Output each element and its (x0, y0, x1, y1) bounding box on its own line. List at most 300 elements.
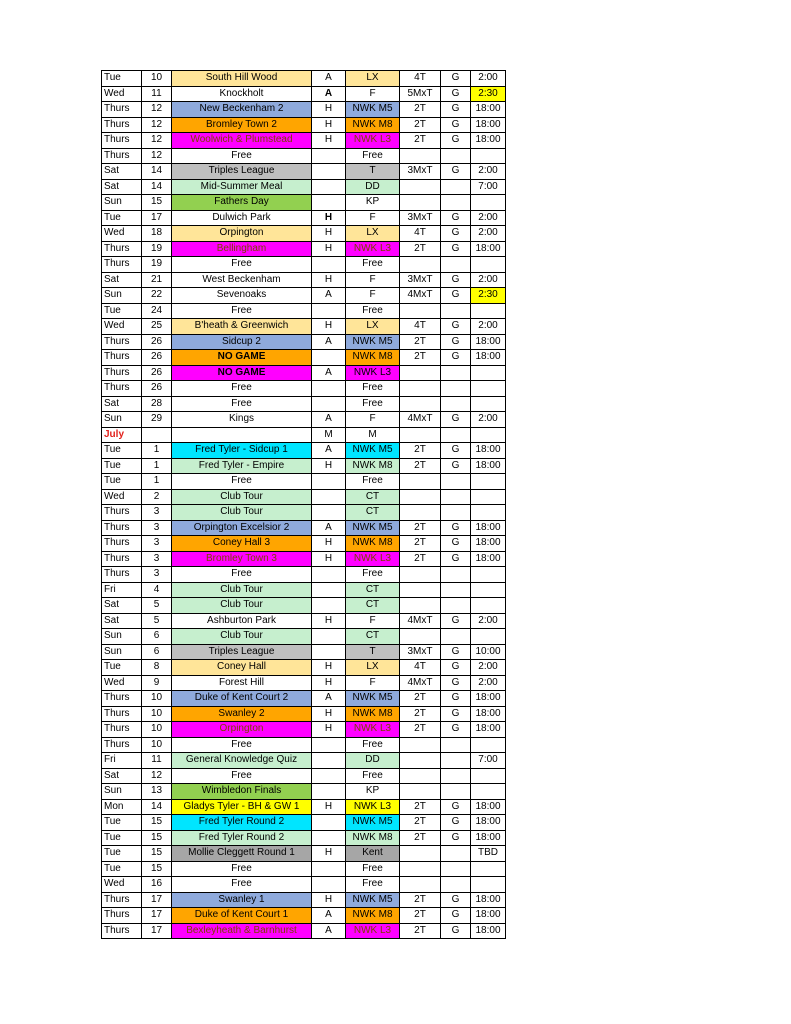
time-cell: 7:00 (471, 179, 506, 195)
team-format-cell: 2T (400, 892, 441, 908)
time-cell: 2:00 (471, 210, 506, 226)
table-row (102, 815, 506, 831)
home-away-cell: A (312, 365, 346, 381)
team-format-cell: 2T (400, 551, 441, 567)
match-type-cell: NWK M8 (346, 458, 400, 474)
green-cell: G (441, 288, 471, 304)
date-cell: 11 (142, 753, 172, 769)
table-row (102, 536, 506, 552)
date-cell: 12 (142, 102, 172, 118)
opponent-cell: New Beckenham 2 (172, 102, 312, 118)
match-type-cell: Free (346, 877, 400, 893)
day-cell: July (102, 427, 142, 443)
green-cell: G (441, 226, 471, 242)
table-row (102, 102, 506, 118)
home-away-cell: A (312, 691, 346, 707)
opponent-cell: Club Tour (172, 489, 312, 505)
time-cell: 18:00 (471, 350, 506, 366)
green-cell: G (441, 86, 471, 102)
green-cell: G (441, 644, 471, 660)
team-format-cell (400, 768, 441, 784)
green-cell (441, 784, 471, 800)
date-cell: 12 (142, 768, 172, 784)
date-cell: 5 (142, 613, 172, 629)
opponent-cell: Free (172, 381, 312, 397)
opponent-cell: Mid-Summer Meal (172, 179, 312, 195)
table-row (102, 582, 506, 598)
day-cell: Tue (102, 815, 142, 831)
home-away-cell (312, 815, 346, 831)
table-row (102, 644, 506, 660)
opponent-cell: Free (172, 877, 312, 893)
opponent-cell: West Beckenham (172, 272, 312, 288)
table-row (102, 567, 506, 583)
match-type-cell: NWK M8 (346, 908, 400, 924)
home-away-cell (312, 644, 346, 660)
team-format-cell: 2T (400, 117, 441, 133)
day-cell: Thurs (102, 350, 142, 366)
day-cell: Sat (102, 396, 142, 412)
home-away-cell: H (312, 272, 346, 288)
team-format-cell: 4T (400, 226, 441, 242)
date-cell: 26 (142, 350, 172, 366)
home-away-cell (312, 164, 346, 180)
match-type-cell: Free (346, 303, 400, 319)
home-away-cell: A (312, 86, 346, 102)
team-format-cell (400, 179, 441, 195)
opponent-cell: Free (172, 303, 312, 319)
time-cell: 2:00 (471, 613, 506, 629)
day-cell: Tue (102, 660, 142, 676)
team-format-cell: 2T (400, 520, 441, 536)
date-cell: 3 (142, 520, 172, 536)
date-cell: 16 (142, 877, 172, 893)
day-cell: Tue (102, 71, 142, 87)
green-cell (441, 629, 471, 645)
time-cell (471, 148, 506, 164)
day-cell: Tue (102, 303, 142, 319)
team-format-cell (400, 427, 441, 443)
table-row (102, 691, 506, 707)
table-row (102, 629, 506, 645)
match-type-cell: T (346, 164, 400, 180)
opponent-cell: Woolwich & Plumstead (172, 133, 312, 149)
day-cell: Thurs (102, 706, 142, 722)
table-row (102, 257, 506, 273)
opponent-cell: Sidcup 2 (172, 334, 312, 350)
date-cell: 1 (142, 458, 172, 474)
match-type-cell: CT (346, 489, 400, 505)
team-format-cell: 2T (400, 350, 441, 366)
match-type-cell: NWK M5 (346, 102, 400, 118)
day-cell: Thurs (102, 908, 142, 924)
green-cell (441, 753, 471, 769)
table-row (102, 613, 506, 629)
home-away-cell: A (312, 923, 346, 939)
time-cell: 18:00 (471, 551, 506, 567)
date-cell: 10 (142, 71, 172, 87)
time-cell: 18:00 (471, 892, 506, 908)
team-format-cell: 4T (400, 71, 441, 87)
home-away-cell (312, 784, 346, 800)
team-format-cell: 2T (400, 908, 441, 924)
match-type-cell: F (346, 675, 400, 691)
team-format-cell (400, 598, 441, 614)
home-away-cell: A (312, 412, 346, 428)
team-format-cell (400, 396, 441, 412)
green-cell: G (441, 675, 471, 691)
time-cell: 2:00 (471, 660, 506, 676)
table-row (102, 598, 506, 614)
home-away-cell (312, 257, 346, 273)
green-cell (441, 877, 471, 893)
table-row (102, 768, 506, 784)
day-cell: Tue (102, 474, 142, 490)
table-row (102, 551, 506, 567)
opponent-cell: B'heath & Greenwich (172, 319, 312, 335)
day-cell: Thurs (102, 520, 142, 536)
match-type-cell: T (346, 644, 400, 660)
date-cell: 5 (142, 598, 172, 614)
match-type-cell: NWK M5 (346, 892, 400, 908)
team-format-cell (400, 195, 441, 211)
table-row (102, 226, 506, 242)
opponent-cell: Free (172, 737, 312, 753)
table-row (102, 117, 506, 133)
month-header-row (102, 427, 506, 443)
team-format-cell: 2T (400, 102, 441, 118)
opponent-cell: Kings (172, 412, 312, 428)
match-type-cell: Free (346, 768, 400, 784)
green-cell: G (441, 71, 471, 87)
home-away-cell (312, 350, 346, 366)
time-cell: TBD (471, 846, 506, 862)
team-format-cell: 2T (400, 799, 441, 815)
green-cell (441, 257, 471, 273)
home-away-cell: H (312, 722, 346, 738)
time-cell: 18:00 (471, 443, 506, 459)
opponent-cell: Fred Tyler - Sidcup 1 (172, 443, 312, 459)
opponent-cell: Free (172, 474, 312, 490)
day-cell: Sat (102, 598, 142, 614)
day-cell: Tue (102, 458, 142, 474)
time-cell: 2:00 (471, 675, 506, 691)
green-cell: G (441, 923, 471, 939)
time-cell: 2:00 (471, 319, 506, 335)
green-cell (441, 505, 471, 521)
table-row (102, 179, 506, 195)
team-format-cell (400, 861, 441, 877)
match-type-cell: NWK M8 (346, 350, 400, 366)
green-cell: G (441, 722, 471, 738)
table-row (102, 381, 506, 397)
table-row (102, 71, 506, 87)
opponent-cell: Fathers Day (172, 195, 312, 211)
date-cell: 26 (142, 365, 172, 381)
match-type-cell: NWK L3 (346, 551, 400, 567)
opponent-cell: Triples League (172, 644, 312, 660)
green-cell (441, 148, 471, 164)
home-away-cell: H (312, 117, 346, 133)
opponent-cell: Dulwich Park (172, 210, 312, 226)
match-type-cell: CT (346, 582, 400, 598)
home-away-cell: H (312, 675, 346, 691)
time-cell: 18:00 (471, 334, 506, 350)
green-cell: G (441, 319, 471, 335)
date-cell: 21 (142, 272, 172, 288)
date-cell: 6 (142, 629, 172, 645)
time-cell (471, 396, 506, 412)
green-cell: G (441, 706, 471, 722)
day-cell: Sat (102, 164, 142, 180)
day-cell: Thurs (102, 117, 142, 133)
table-row (102, 489, 506, 505)
date-cell: 10 (142, 691, 172, 707)
match-type-cell: Free (346, 381, 400, 397)
date-cell: 17 (142, 892, 172, 908)
team-format-cell: 2T (400, 815, 441, 831)
opponent-cell: General Knowledge Quiz (172, 753, 312, 769)
green-cell (441, 846, 471, 862)
table-row (102, 846, 506, 862)
day-cell: Sat (102, 768, 142, 784)
table-row (102, 133, 506, 149)
time-cell (471, 303, 506, 319)
opponent-cell: Free (172, 567, 312, 583)
opponent-cell: Free (172, 257, 312, 273)
day-cell: Fri (102, 582, 142, 598)
opponent-cell: Gladys Tyler - BH & GW 1 (172, 799, 312, 815)
team-format-cell: 2T (400, 443, 441, 459)
home-away-cell (312, 489, 346, 505)
home-away-cell: A (312, 520, 346, 536)
match-type-cell: Free (346, 737, 400, 753)
date-cell: 2 (142, 489, 172, 505)
table-row (102, 272, 506, 288)
team-format-cell: 4MxT (400, 288, 441, 304)
table-row (102, 412, 506, 428)
date-cell: 10 (142, 737, 172, 753)
green-cell (441, 303, 471, 319)
time-cell: 2:30 (471, 288, 506, 304)
date-cell: 14 (142, 164, 172, 180)
date-cell: 19 (142, 257, 172, 273)
opponent-cell: Fred Tyler Round 2 (172, 815, 312, 831)
match-type-cell: F (346, 86, 400, 102)
opponent-cell: Mollie Cleggett Round 1 (172, 846, 312, 862)
table-row (102, 861, 506, 877)
match-type-cell: NWK M5 (346, 443, 400, 459)
table-row (102, 474, 506, 490)
time-cell (471, 861, 506, 877)
date-cell: 12 (142, 148, 172, 164)
time-cell (471, 365, 506, 381)
opponent-cell: South Hill Wood (172, 71, 312, 87)
date-cell: 17 (142, 908, 172, 924)
green-cell: G (441, 830, 471, 846)
table-row (102, 830, 506, 846)
fixture-table (101, 70, 506, 939)
time-cell (471, 257, 506, 273)
time-cell: 2:00 (471, 412, 506, 428)
green-cell: G (441, 691, 471, 707)
match-type-cell: CT (346, 629, 400, 645)
time-cell: 18:00 (471, 691, 506, 707)
match-type-cell: NWK M5 (346, 520, 400, 536)
table-row (102, 520, 506, 536)
home-away-cell (312, 629, 346, 645)
green-cell (441, 737, 471, 753)
day-cell: Sat (102, 272, 142, 288)
match-type-cell: Free (346, 567, 400, 583)
opponent-cell: Orpington Excelsior 2 (172, 520, 312, 536)
table-row (102, 241, 506, 257)
home-away-cell: H (312, 226, 346, 242)
team-format-cell: 2T (400, 334, 441, 350)
table-row (102, 706, 506, 722)
table-row (102, 164, 506, 180)
time-cell: 18:00 (471, 830, 506, 846)
green-cell (441, 567, 471, 583)
green-cell: G (441, 443, 471, 459)
time-cell: 18:00 (471, 536, 506, 552)
opponent-cell: Fred Tyler Round 2 (172, 830, 312, 846)
match-type-cell: NWK M8 (346, 117, 400, 133)
home-away-cell: H (312, 799, 346, 815)
opponent-cell: Forest Hill (172, 675, 312, 691)
green-cell (441, 582, 471, 598)
day-cell: Sun (102, 629, 142, 645)
day-cell: Thurs (102, 737, 142, 753)
time-cell: 18:00 (471, 815, 506, 831)
opponent-cell: Club Tour (172, 598, 312, 614)
home-away-cell (312, 505, 346, 521)
green-cell (441, 396, 471, 412)
day-cell: Tue (102, 861, 142, 877)
home-away-cell (312, 830, 346, 846)
team-format-cell: 4MxT (400, 675, 441, 691)
day-cell: Wed (102, 675, 142, 691)
date-cell: 15 (142, 861, 172, 877)
opponent-cell: Swanley 2 (172, 706, 312, 722)
date-cell: 3 (142, 567, 172, 583)
home-away-cell: H (312, 133, 346, 149)
opponent-cell: Bexleyheath & Barnhurst (172, 923, 312, 939)
team-format-cell: 2T (400, 536, 441, 552)
time-cell: 2:00 (471, 272, 506, 288)
match-type-cell: NWK L3 (346, 365, 400, 381)
table-row (102, 334, 506, 350)
day-cell: Thurs (102, 691, 142, 707)
team-format-cell (400, 505, 441, 521)
table-row (102, 210, 506, 226)
day-cell: Thurs (102, 722, 142, 738)
match-type-cell: Free (346, 396, 400, 412)
opponent-cell: Free (172, 148, 312, 164)
day-cell: Thurs (102, 102, 142, 118)
team-format-cell (400, 489, 441, 505)
team-format-cell: 3MxT (400, 164, 441, 180)
match-type-cell: Free (346, 257, 400, 273)
date-cell: 1 (142, 443, 172, 459)
home-away-cell (312, 148, 346, 164)
day-cell: Thurs (102, 923, 142, 939)
date-cell: 26 (142, 334, 172, 350)
opponent-cell: Swanley 1 (172, 892, 312, 908)
day-cell: Thurs (102, 257, 142, 273)
green-cell: G (441, 412, 471, 428)
time-cell: 18:00 (471, 799, 506, 815)
green-cell: G (441, 551, 471, 567)
date-cell: 15 (142, 830, 172, 846)
home-away-cell (312, 474, 346, 490)
day-cell: Sun (102, 644, 142, 660)
time-cell: 18:00 (471, 117, 506, 133)
day-cell: Thurs (102, 567, 142, 583)
team-format-cell: 4T (400, 319, 441, 335)
date-cell: 14 (142, 179, 172, 195)
green-cell (441, 598, 471, 614)
green-cell (441, 861, 471, 877)
table-row (102, 288, 506, 304)
match-type-cell: NWK L3 (346, 923, 400, 939)
day-cell: Mon (102, 799, 142, 815)
green-cell: G (441, 815, 471, 831)
green-cell (441, 768, 471, 784)
home-away-cell: H (312, 536, 346, 552)
date-cell: 29 (142, 412, 172, 428)
home-away-cell (312, 598, 346, 614)
date-cell: 24 (142, 303, 172, 319)
opponent-cell: Knockholt (172, 86, 312, 102)
team-format-cell: 3MxT (400, 210, 441, 226)
home-away-cell (312, 737, 346, 753)
time-cell (471, 877, 506, 893)
time-cell: 18:00 (471, 722, 506, 738)
home-away-cell (312, 753, 346, 769)
day-cell: Wed (102, 489, 142, 505)
green-cell: G (441, 117, 471, 133)
table-row (102, 799, 506, 815)
team-format-cell (400, 257, 441, 273)
time-cell: 18:00 (471, 133, 506, 149)
match-type-cell: NWK L3 (346, 241, 400, 257)
date-cell: 8 (142, 660, 172, 676)
home-away-cell (312, 179, 346, 195)
day-cell: Thurs (102, 148, 142, 164)
date-cell: 15 (142, 195, 172, 211)
table-row (102, 350, 506, 366)
table-row (102, 722, 506, 738)
table-row (102, 195, 506, 211)
green-cell (441, 179, 471, 195)
match-type-cell: F (346, 288, 400, 304)
opponent-cell: Orpington (172, 722, 312, 738)
team-format-cell: 3MxT (400, 644, 441, 660)
time-cell (471, 737, 506, 753)
match-type-cell: Free (346, 861, 400, 877)
day-cell: Thurs (102, 505, 142, 521)
home-away-cell: A (312, 334, 346, 350)
home-away-cell (312, 877, 346, 893)
green-cell: G (441, 133, 471, 149)
day-cell: Sat (102, 179, 142, 195)
match-type-cell: NWK M5 (346, 691, 400, 707)
day-cell: Tue (102, 830, 142, 846)
time-cell (471, 784, 506, 800)
table-row (102, 737, 506, 753)
time-cell (471, 582, 506, 598)
